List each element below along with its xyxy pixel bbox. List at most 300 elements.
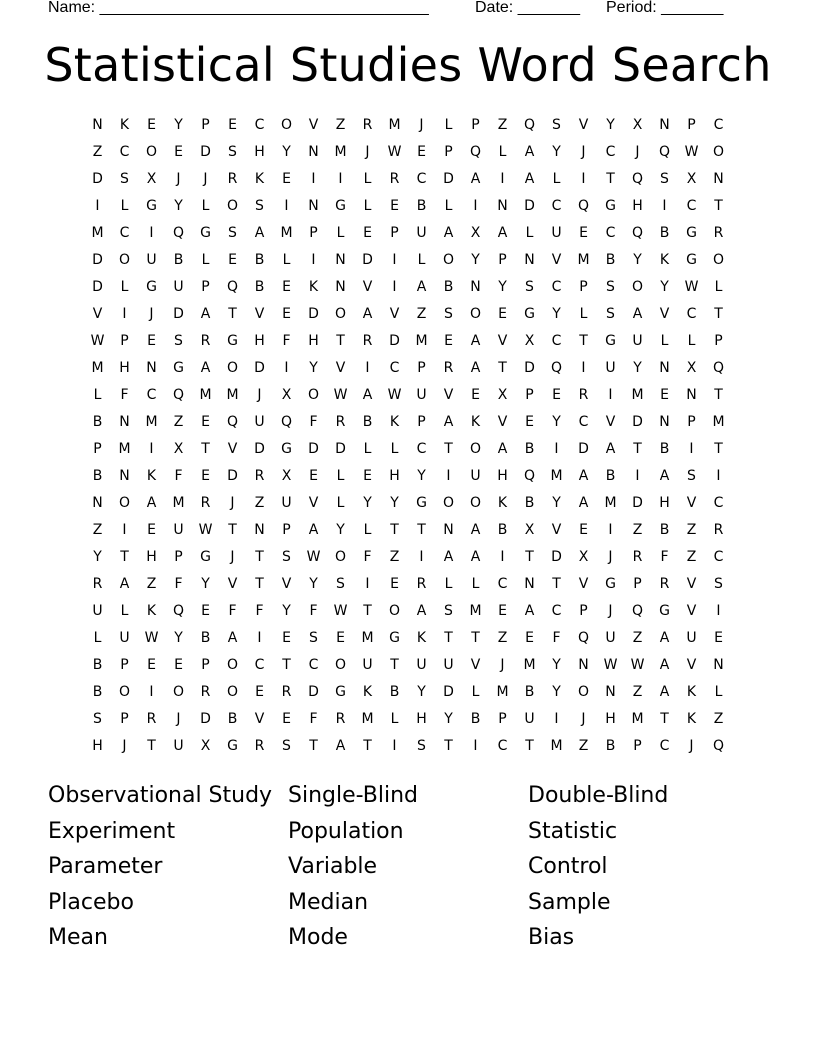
grid-letter[interactable]: O xyxy=(631,279,644,295)
grid-letter[interactable]: B xyxy=(659,441,670,457)
grid-letter[interactable]: C xyxy=(713,117,724,133)
grid-letter[interactable]: A xyxy=(308,522,319,538)
grid-letter[interactable]: F xyxy=(174,576,183,592)
grid-letter[interactable]: I xyxy=(149,441,154,457)
grid-letter[interactable]: A xyxy=(362,306,373,322)
grid-letter[interactable]: Z xyxy=(686,549,697,565)
grid-letter[interactable]: B xyxy=(92,414,103,430)
grid-letter[interactable]: I xyxy=(446,468,451,484)
grid-letter[interactable]: K xyxy=(497,495,508,511)
grid-letter[interactable]: S xyxy=(417,738,426,754)
grid-letter[interactable]: P xyxy=(201,279,210,295)
grid-letter[interactable]: M xyxy=(280,225,293,241)
grid-letter[interactable]: B xyxy=(416,198,427,214)
grid-letter[interactable]: S xyxy=(93,711,102,727)
grid-letter[interactable]: I xyxy=(635,468,640,484)
grid-letter[interactable]: H xyxy=(416,711,427,727)
grid-letter[interactable]: P xyxy=(174,549,183,565)
grid-letter[interactable]: N xyxy=(119,414,130,430)
grid-letter[interactable]: E xyxy=(498,306,507,322)
grid-letter[interactable]: D xyxy=(524,198,535,214)
grid-letter[interactable]: U xyxy=(173,738,184,754)
grid-letter[interactable]: Y xyxy=(552,144,561,160)
grid-letter[interactable]: S xyxy=(120,171,129,187)
grid-letter[interactable]: H xyxy=(308,333,319,349)
grid-letter[interactable]: V xyxy=(686,495,697,511)
grid-letter[interactable]: T xyxy=(255,576,264,592)
grid-letter[interactable]: Z xyxy=(632,684,643,700)
grid-letter[interactable]: N xyxy=(713,171,724,187)
grid-letter[interactable]: S xyxy=(174,333,183,349)
grid-letter[interactable]: L xyxy=(579,306,588,322)
grid-letter[interactable]: N xyxy=(659,117,670,133)
grid-letter[interactable]: O xyxy=(226,684,239,700)
grid-letter[interactable]: O xyxy=(334,549,347,565)
grid-letter[interactable]: L xyxy=(660,333,669,349)
grid-letter[interactable]: S xyxy=(336,576,345,592)
grid-letter[interactable]: N xyxy=(308,198,319,214)
grid-letter[interactable]: I xyxy=(149,684,154,700)
grid-letter[interactable]: Y xyxy=(633,252,642,268)
grid-letter[interactable]: R xyxy=(254,468,265,484)
grid-letter[interactable]: Z xyxy=(632,522,643,538)
grid-letter[interactable]: F xyxy=(363,549,372,565)
grid-letter[interactable]: U xyxy=(362,657,373,673)
grid-letter[interactable]: G xyxy=(686,252,697,268)
grid-letter[interactable]: A xyxy=(470,522,481,538)
grid-letter[interactable]: E xyxy=(147,117,156,133)
grid-letter[interactable]: D xyxy=(362,252,373,268)
grid-letter[interactable]: N xyxy=(497,198,508,214)
grid-letter[interactable]: I xyxy=(581,360,586,376)
grid-letter[interactable]: Z xyxy=(578,738,589,754)
grid-letter[interactable]: A xyxy=(470,171,481,187)
grid-letter[interactable]: I xyxy=(338,171,343,187)
grid-letter[interactable]: T xyxy=(147,738,156,754)
grid-letter[interactable]: H xyxy=(389,468,400,484)
grid-letter[interactable]: L xyxy=(363,441,372,457)
grid-letter[interactable]: S xyxy=(552,117,561,133)
grid-letter[interactable]: M xyxy=(550,468,563,484)
grid-letter[interactable]: E xyxy=(147,657,156,673)
grid-letter[interactable]: B xyxy=(362,414,373,430)
grid-letter[interactable]: A xyxy=(632,306,643,322)
grid-letter[interactable]: N xyxy=(686,387,697,403)
grid-letter[interactable]: G xyxy=(524,306,535,322)
grid-letter[interactable]: Q xyxy=(172,603,185,619)
grid-letter[interactable]: G xyxy=(146,198,157,214)
grid-letter[interactable]: J xyxy=(365,144,370,160)
grid-letter[interactable]: E xyxy=(390,198,399,214)
grid-letter[interactable]: S xyxy=(255,198,264,214)
grid-letter[interactable]: V xyxy=(605,414,616,430)
grid-letter[interactable]: Z xyxy=(416,306,427,322)
grid-letter[interactable]: T xyxy=(336,333,345,349)
grid-letter[interactable]: A xyxy=(470,360,481,376)
grid-letter[interactable]: M xyxy=(91,360,104,376)
grid-letter[interactable]: T xyxy=(444,441,453,457)
grid-letter[interactable]: Z xyxy=(713,711,724,727)
grid-letter[interactable]: R xyxy=(92,576,103,592)
grid-letter[interactable]: O xyxy=(307,387,320,403)
grid-letter[interactable]: Q xyxy=(712,360,725,376)
grid-letter[interactable]: C xyxy=(416,171,427,187)
grid-letter[interactable]: G xyxy=(605,198,616,214)
grid-letter[interactable]: A xyxy=(416,603,427,619)
grid-letter[interactable]: T xyxy=(228,522,237,538)
grid-letter[interactable]: T xyxy=(714,387,723,403)
grid-letter[interactable]: T xyxy=(390,657,399,673)
grid-letter[interactable]: S xyxy=(687,468,696,484)
grid-letter[interactable]: I xyxy=(554,711,559,727)
grid-letter[interactable]: K xyxy=(416,630,427,646)
grid-letter[interactable]: U xyxy=(281,495,292,511)
grid-letter[interactable]: A xyxy=(443,414,454,430)
grid-letter[interactable]: P xyxy=(201,657,210,673)
grid-letter[interactable]: I xyxy=(95,198,100,214)
grid-letter[interactable]: L xyxy=(336,495,345,511)
grid-letter[interactable]: Q xyxy=(631,171,644,187)
grid-letter[interactable]: P xyxy=(687,117,696,133)
grid-letter[interactable]: I xyxy=(122,306,127,322)
grid-letter[interactable]: N xyxy=(335,252,346,268)
grid-letter[interactable]: O xyxy=(145,144,158,160)
grid-letter[interactable]: N xyxy=(659,360,670,376)
grid-letter[interactable]: L xyxy=(363,171,372,187)
grid-letter[interactable]: A xyxy=(227,630,238,646)
grid-letter[interactable]: P xyxy=(498,252,507,268)
grid-letter[interactable]: T xyxy=(714,198,723,214)
grid-letter[interactable]: O xyxy=(226,198,239,214)
date-field[interactable]: Date: _______ xyxy=(475,0,580,16)
grid-letter[interactable]: F xyxy=(228,603,237,619)
grid-letter[interactable]: T xyxy=(444,738,453,754)
grid-letter[interactable]: T xyxy=(120,549,129,565)
grid-letter[interactable]: L xyxy=(552,171,561,187)
grid-letter[interactable]: U xyxy=(92,603,103,619)
grid-letter[interactable]: D xyxy=(92,171,103,187)
grid-letter[interactable]: V xyxy=(659,306,670,322)
grid-letter[interactable]: S xyxy=(525,279,534,295)
grid-letter[interactable]: A xyxy=(578,468,589,484)
grid-letter[interactable]: E xyxy=(390,576,399,592)
grid-letter[interactable]: Q xyxy=(226,279,239,295)
grid-letter[interactable]: K xyxy=(254,171,265,187)
grid-letter[interactable]: C xyxy=(119,225,130,241)
grid-letter[interactable]: A xyxy=(443,225,454,241)
grid-letter[interactable]: E xyxy=(363,468,372,484)
grid-letter[interactable]: N xyxy=(524,252,535,268)
grid-letter[interactable]: U xyxy=(524,711,535,727)
grid-letter[interactable]: L xyxy=(471,576,480,592)
grid-letter[interactable]: O xyxy=(442,495,455,511)
grid-letter[interactable]: O xyxy=(469,441,482,457)
grid-letter[interactable]: V xyxy=(686,603,697,619)
grid-letter[interactable]: L xyxy=(417,252,426,268)
grid-letter[interactable]: L xyxy=(444,117,453,133)
grid-letter[interactable]: Y xyxy=(174,630,183,646)
grid-letter[interactable]: N xyxy=(443,522,454,538)
grid-letter[interactable]: E xyxy=(228,252,237,268)
grid-letter[interactable]: C xyxy=(578,414,589,430)
grid-letter[interactable]: I xyxy=(662,198,667,214)
grid-letter[interactable]: M xyxy=(415,333,428,349)
grid-letter[interactable]: C xyxy=(686,198,697,214)
grid-letter[interactable]: A xyxy=(470,549,481,565)
grid-letter[interactable]: U xyxy=(173,522,184,538)
grid-letter[interactable]: L xyxy=(471,684,480,700)
grid-letter[interactable]: N xyxy=(146,360,157,376)
grid-letter[interactable]: M xyxy=(496,684,509,700)
grid-letter[interactable]: M xyxy=(712,414,725,430)
grid-letter[interactable]: X xyxy=(524,333,535,349)
grid-letter[interactable]: B xyxy=(389,684,400,700)
grid-letter[interactable]: V xyxy=(308,495,319,511)
grid-letter[interactable]: H xyxy=(659,495,670,511)
grid-letter[interactable]: R xyxy=(335,711,346,727)
grid-letter[interactable]: I xyxy=(365,576,370,592)
grid-letter[interactable]: S xyxy=(228,225,237,241)
grid-letter[interactable]: J xyxy=(419,117,424,133)
grid-letter[interactable]: B xyxy=(524,684,535,700)
grid-letter[interactable]: C xyxy=(551,198,562,214)
grid-letter[interactable]: D xyxy=(173,306,184,322)
grid-letter[interactable]: O xyxy=(442,252,455,268)
grid-letter[interactable]: Y xyxy=(552,306,561,322)
grid-letter[interactable]: V xyxy=(686,576,697,592)
grid-letter[interactable]: D xyxy=(578,441,589,457)
grid-letter[interactable]: P xyxy=(525,387,534,403)
grid-letter[interactable]: O xyxy=(226,657,239,673)
grid-letter[interactable]: Q xyxy=(631,603,644,619)
grid-letter[interactable]: C xyxy=(389,360,400,376)
grid-letter[interactable]: B xyxy=(659,522,670,538)
grid-letter[interactable]: Y xyxy=(417,684,426,700)
grid-letter[interactable]: Q xyxy=(172,387,185,403)
grid-letter[interactable]: B xyxy=(254,252,265,268)
grid-letter[interactable]: U xyxy=(254,414,265,430)
grid-letter[interactable]: D xyxy=(551,549,562,565)
grid-letter[interactable]: J xyxy=(149,306,154,322)
grid-letter[interactable]: Z xyxy=(335,117,346,133)
grid-letter[interactable]: I xyxy=(284,360,289,376)
grid-letter[interactable]: O xyxy=(226,360,239,376)
grid-letter[interactable]: T xyxy=(228,306,237,322)
grid-letter[interactable]: Y xyxy=(309,360,318,376)
grid-letter[interactable]: I xyxy=(392,738,397,754)
grid-letter[interactable]: V xyxy=(497,333,508,349)
grid-letter[interactable]: R xyxy=(335,414,346,430)
grid-letter[interactable]: A xyxy=(443,549,454,565)
grid-letter[interactable]: B xyxy=(605,252,616,268)
grid-letter[interactable]: B xyxy=(659,225,670,241)
grid-letter[interactable]: T xyxy=(660,711,669,727)
grid-letter[interactable]: B xyxy=(470,711,481,727)
grid-letter[interactable]: O xyxy=(334,657,347,673)
grid-letter[interactable]: K xyxy=(119,117,130,133)
grid-letter[interactable]: R xyxy=(632,549,643,565)
grid-letter[interactable]: M xyxy=(91,225,104,241)
grid-letter[interactable]: H xyxy=(92,738,103,754)
grid-letter[interactable]: P xyxy=(444,144,453,160)
grid-letter[interactable]: Y xyxy=(444,711,453,727)
grid-letter[interactable]: V xyxy=(254,306,265,322)
grid-letter[interactable]: U xyxy=(416,657,427,673)
grid-letter[interactable]: I xyxy=(311,171,316,187)
grid-letter[interactable]: T xyxy=(633,441,642,457)
grid-letter[interactable]: X xyxy=(497,387,508,403)
grid-letter[interactable]: X xyxy=(578,549,589,565)
grid-letter[interactable]: T xyxy=(714,441,723,457)
grid-letter[interactable]: D xyxy=(524,360,535,376)
grid-letter[interactable]: B xyxy=(497,522,508,538)
grid-letter[interactable]: O xyxy=(280,117,293,133)
grid-letter[interactable]: I xyxy=(500,549,505,565)
grid-letter[interactable]: G xyxy=(659,603,670,619)
grid-letter[interactable]: X xyxy=(281,387,292,403)
grid-letter[interactable]: D xyxy=(308,684,319,700)
grid-letter[interactable]: R xyxy=(659,576,670,592)
grid-letter[interactable]: Y xyxy=(282,603,291,619)
grid-letter[interactable]: B xyxy=(92,468,103,484)
grid-letter[interactable]: E xyxy=(309,468,318,484)
grid-letter[interactable]: I xyxy=(608,387,613,403)
grid-letter[interactable]: A xyxy=(119,576,130,592)
grid-letter[interactable]: B xyxy=(173,252,184,268)
grid-letter[interactable]: S xyxy=(444,306,453,322)
grid-letter[interactable]: S xyxy=(444,603,453,619)
grid-letter[interactable]: N xyxy=(254,522,265,538)
grid-letter[interactable]: O xyxy=(118,252,131,268)
grid-letter[interactable]: D xyxy=(92,279,103,295)
grid-letter[interactable]: W xyxy=(630,657,645,673)
grid-letter[interactable]: V xyxy=(281,576,292,592)
grid-letter[interactable]: E xyxy=(417,144,426,160)
grid-letter[interactable]: K xyxy=(686,684,697,700)
grid-letter[interactable]: B xyxy=(227,711,238,727)
grid-letter[interactable]: Y xyxy=(552,684,561,700)
grid-letter[interactable]: A xyxy=(497,225,508,241)
grid-letter[interactable]: A xyxy=(659,684,670,700)
grid-letter[interactable]: W xyxy=(603,657,618,673)
grid-letter[interactable]: A xyxy=(416,279,427,295)
grid-letter[interactable]: J xyxy=(581,144,586,160)
grid-letter[interactable]: O xyxy=(469,306,482,322)
grid-letter[interactable]: T xyxy=(201,441,210,457)
grid-letter[interactable]: U xyxy=(551,225,562,241)
grid-letter[interactable]: N xyxy=(92,495,103,511)
grid-letter[interactable]: C xyxy=(416,441,427,457)
grid-letter[interactable]: P xyxy=(309,225,318,241)
grid-letter[interactable]: V xyxy=(92,306,103,322)
grid-letter[interactable]: E xyxy=(228,117,237,133)
grid-letter[interactable]: F xyxy=(552,630,561,646)
grid-letter[interactable]: E xyxy=(525,630,534,646)
grid-letter[interactable]: I xyxy=(473,738,478,754)
grid-letter[interactable]: U xyxy=(416,387,427,403)
grid-letter[interactable]: E xyxy=(147,333,156,349)
grid-letter[interactable]: V xyxy=(254,711,265,727)
grid-letter[interactable]: O xyxy=(172,684,185,700)
grid-letter[interactable]: M xyxy=(118,441,131,457)
grid-letter[interactable]: H xyxy=(146,549,157,565)
grid-letter[interactable]: W xyxy=(333,603,348,619)
grid-letter[interactable]: Y xyxy=(606,117,615,133)
grid-letter[interactable]: P xyxy=(120,657,129,673)
grid-letter[interactable]: A xyxy=(470,333,481,349)
grid-letter[interactable]: G xyxy=(227,738,238,754)
grid-letter[interactable]: X xyxy=(686,360,697,376)
grid-letter[interactable]: L xyxy=(201,198,210,214)
grid-letter[interactable]: G xyxy=(335,198,346,214)
grid-letter[interactable]: Z xyxy=(686,522,697,538)
grid-letter[interactable]: Q xyxy=(712,738,725,754)
grid-letter[interactable]: P xyxy=(390,225,399,241)
grid-letter[interactable]: B xyxy=(605,738,616,754)
grid-letter[interactable]: I xyxy=(392,252,397,268)
grid-letter[interactable]: E xyxy=(174,144,183,160)
grid-letter[interactable]: B xyxy=(524,441,535,457)
grid-letter[interactable]: T xyxy=(525,549,534,565)
grid-letter[interactable]: C xyxy=(605,144,616,160)
grid-letter[interactable]: J xyxy=(581,711,586,727)
grid-letter[interactable]: C xyxy=(713,495,724,511)
grid-letter[interactable]: T xyxy=(525,738,534,754)
grid-letter[interactable]: B xyxy=(254,279,265,295)
grid-letter[interactable]: E xyxy=(336,630,345,646)
grid-letter[interactable]: J xyxy=(500,657,505,673)
grid-letter[interactable]: N xyxy=(713,657,724,673)
grid-letter[interactable]: A xyxy=(659,630,670,646)
grid-letter[interactable]: K xyxy=(659,252,670,268)
grid-letter[interactable]: A xyxy=(524,144,535,160)
grid-letter[interactable]: M xyxy=(523,657,536,673)
grid-letter[interactable]: I xyxy=(500,171,505,187)
grid-letter[interactable]: C xyxy=(146,387,157,403)
grid-letter[interactable]: G xyxy=(227,333,238,349)
grid-letter[interactable]: K xyxy=(362,684,373,700)
grid-letter[interactable]: T xyxy=(417,522,426,538)
grid-letter[interactable]: E xyxy=(201,414,210,430)
grid-letter[interactable]: H xyxy=(632,198,643,214)
grid-letter[interactable]: P xyxy=(633,738,642,754)
grid-letter[interactable]: N xyxy=(605,684,616,700)
grid-letter[interactable]: D xyxy=(443,684,454,700)
grid-letter[interactable]: S xyxy=(714,576,723,592)
grid-letter[interactable]: M xyxy=(145,414,158,430)
grid-letter[interactable]: A xyxy=(578,495,589,511)
grid-letter[interactable]: V xyxy=(227,576,238,592)
grid-letter[interactable]: R xyxy=(389,171,400,187)
grid-letter[interactable]: A xyxy=(524,603,535,619)
grid-letter[interactable]: G xyxy=(389,630,400,646)
grid-letter[interactable]: R xyxy=(200,684,211,700)
grid-letter[interactable]: M xyxy=(199,387,212,403)
grid-letter[interactable]: C xyxy=(551,603,562,619)
grid-letter[interactable]: I xyxy=(257,630,262,646)
grid-letter[interactable]: L xyxy=(525,225,534,241)
grid-letter[interactable]: B xyxy=(92,684,103,700)
grid-letter[interactable]: Y xyxy=(174,198,183,214)
grid-letter[interactable]: M xyxy=(469,603,482,619)
grid-letter[interactable]: I xyxy=(149,225,154,241)
grid-letter[interactable]: W xyxy=(144,630,159,646)
grid-letter[interactable]: G xyxy=(605,576,616,592)
grid-letter[interactable]: G xyxy=(173,360,184,376)
grid-letter[interactable]: V xyxy=(578,576,589,592)
grid-letter[interactable]: E xyxy=(444,333,453,349)
grid-letter[interactable]: E xyxy=(201,603,210,619)
